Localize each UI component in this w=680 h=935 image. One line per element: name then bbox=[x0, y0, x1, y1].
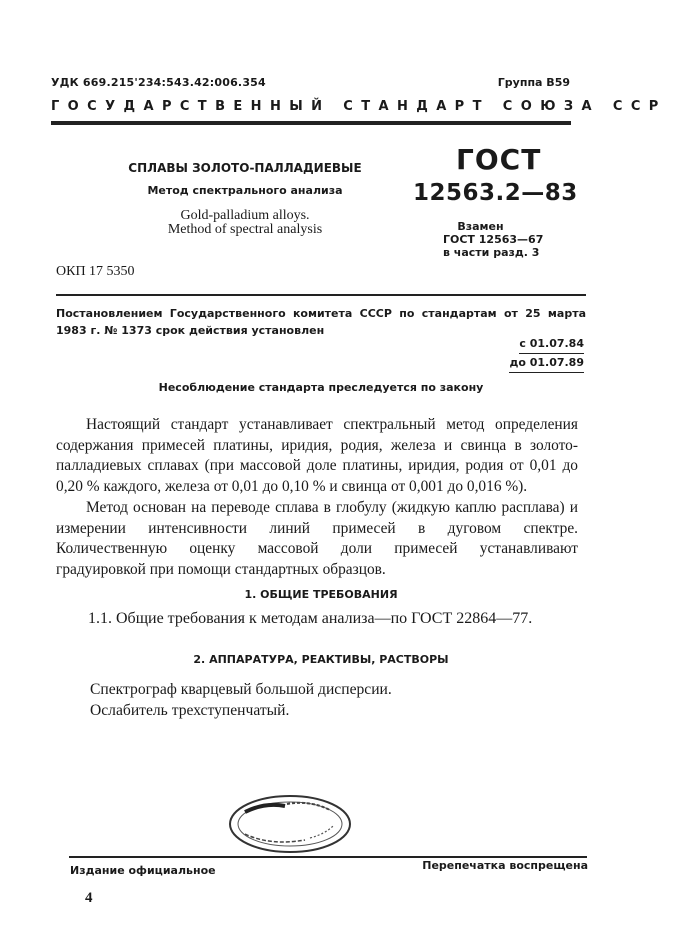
clause-1-1: 1.1. Общие требования к методам анализа—по ГОСТ 22864—77. bbox=[88, 610, 533, 627]
page-number: 4 bbox=[85, 890, 93, 906]
law-notice: Несоблюдение стандарта преследуется по закону bbox=[158, 381, 484, 394]
footer-rule bbox=[69, 856, 587, 858]
title-russian: СПЛАВЫ ЗОЛОТО-ПАЛЛАДИЕВЫЕ bbox=[128, 161, 362, 175]
equipment-item: Ослабитель трехступенчатый. bbox=[90, 702, 290, 719]
equipment-list bbox=[90, 679, 392, 721]
gost-number: 12563.2—83 bbox=[413, 180, 578, 206]
official-edition: Издание официальное bbox=[70, 864, 216, 877]
reprint-prohibited: Перепечатка воспрещена bbox=[422, 859, 588, 872]
replaces-line: в части разд. 3 bbox=[443, 246, 540, 259]
paragraph: Настоящий стандарт устанавливает спектральный метод определения содержания примесей платины, иридия, родия, железа и свинца в золото-палладиевых сплавах (при массовой доле платины, иридия, родия от 0,01 до 0,20 % каждого, железа от 0,01 до 0,10 % и свинца от 0,001 до 0,016 %). bbox=[56, 416, 578, 496]
state-standard-banner: ГОСУДАРСТВЕННЫЙ СТАНДАРТ СОЮЗА ССР bbox=[51, 99, 667, 114]
section-heading: 1. ОБЩИЕ ТРЕБОВАНИЯ bbox=[244, 588, 398, 601]
subtitle-english: Method of spectral analysis bbox=[167, 222, 323, 237]
valid-to: до 01.07.89 bbox=[509, 354, 584, 373]
header-rule bbox=[51, 121, 571, 125]
equipment-item: Спектрограф кварцевый большой дисперсии. bbox=[90, 681, 392, 698]
subtitle-russian: Метод спектрального анализа bbox=[147, 184, 343, 197]
okp-code: ОКП 17 5350 bbox=[56, 264, 135, 279]
replaces-line: Взамен bbox=[457, 220, 504, 233]
body-text bbox=[56, 415, 578, 581]
replaces-block bbox=[443, 220, 563, 259]
paragraph: Метод основан на переводе сплава в глобулу (жидкую каплю расплава) и измерении интенсивности линий примесей в дуговом спектре. Количественную оценку массовой доли примесей устанавливают градуировкой при помощи стандартных образцов. bbox=[56, 498, 578, 578]
gost-label: ГОСТ bbox=[456, 143, 542, 176]
title-english: Gold-palladium alloys. bbox=[180, 208, 310, 223]
udc-code: УДК 669.215'234:543.42:006.354 bbox=[51, 76, 266, 89]
valid-from: с 01.07.84 bbox=[519, 335, 584, 354]
section-rule bbox=[56, 294, 586, 296]
replaces-line: ГОСТ 12563—67 bbox=[443, 233, 544, 246]
group-code: Группа В59 bbox=[497, 76, 570, 89]
decree-text: Постановлением Государственного комитета СССР по стандартам от 25 марта 1983 г. № 1373 срок действия установлен bbox=[56, 307, 586, 337]
section-heading: 2. АППАРАТУРА, РЕАКТИВЫ, РАСТВОРЫ bbox=[193, 653, 449, 666]
library-stamp-icon bbox=[225, 790, 355, 858]
validity-dates bbox=[509, 335, 584, 373]
